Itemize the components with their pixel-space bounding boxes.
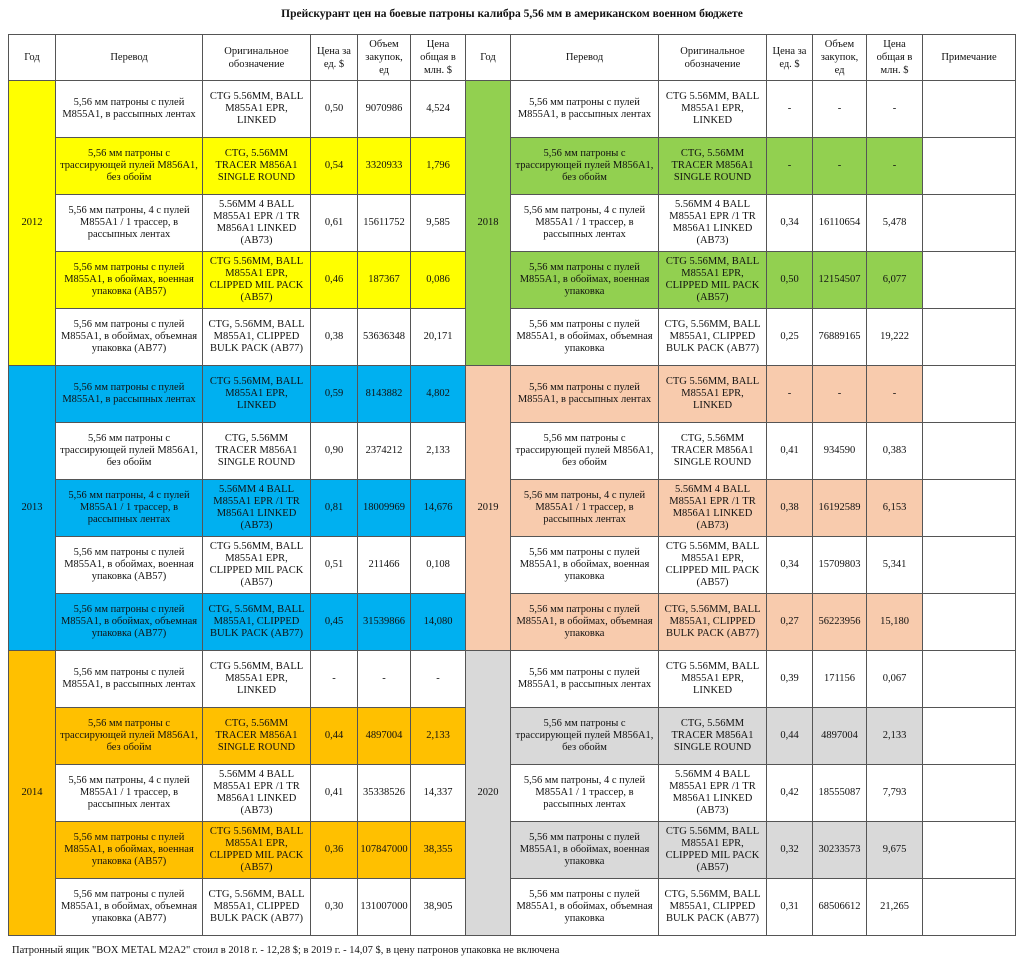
footnote: Патронный ящик "BOX METAL M2A2" стоил в 2018 г. - 12,28 $; в 2019 г. - 14,07 $, в цену патронов упаковка не включена <box>12 945 560 956</box>
total-cell: 2,133 <box>867 708 923 765</box>
total-cell: - <box>411 651 466 708</box>
volume-cell: 934590 <box>813 423 867 480</box>
total-cell: 21,265 <box>867 879 923 936</box>
unit-price-cell: 0,90 <box>311 423 358 480</box>
unit-price-cell: 0,25 <box>767 309 813 366</box>
volume-cell: 31539866 <box>358 594 411 651</box>
volume-cell: 16110654 <box>813 195 867 252</box>
translation-cell: 5,56 мм патроны с пулей M855A1, в обоймах, объемная упаковка <box>511 309 659 366</box>
note-cell <box>923 537 1016 594</box>
translation-cell: 5,56 мм патроны с пулей M855A1, в обоймах, военная упаковка (AB57) <box>56 822 203 879</box>
table-row <box>9 708 1016 765</box>
translation-cell: 5,56 мм патроны с пулей M855A1, в обоймах, военная упаковка <box>511 822 659 879</box>
original-cell: CTG, 5.56MM TRACER M856A1 SINGLE ROUND <box>659 423 767 480</box>
translation-cell: 5,56 мм патроны с пулей M855A1, в рассыпных лентах <box>511 366 659 423</box>
volume-cell: 187367 <box>358 252 411 309</box>
header-volume: Объем закупок, ед <box>358 35 411 81</box>
header-note: Примечание <box>923 35 1016 81</box>
unit-price-cell: 0,31 <box>767 879 813 936</box>
original-cell: CTG, 5.56MM TRACER M856A1 SINGLE ROUND <box>203 708 311 765</box>
volume-cell: 211466 <box>358 537 411 594</box>
unit-price-cell: 0,41 <box>311 765 358 822</box>
volume-cell: 53636348 <box>358 309 411 366</box>
total-cell: 0,086 <box>411 252 466 309</box>
total-cell: 14,337 <box>411 765 466 822</box>
volume-cell: 171156 <box>813 651 867 708</box>
volume-cell: 12154507 <box>813 252 867 309</box>
note-cell <box>923 651 1016 708</box>
translation-cell: 5,56 мм патроны с пулей M855A1, в обоймах, военная упаковка <box>511 252 659 309</box>
total-cell: 0,067 <box>867 651 923 708</box>
original-cell: CTG, 5.56MM TRACER M856A1 SINGLE ROUND <box>203 138 311 195</box>
note-cell <box>923 366 1016 423</box>
note-cell <box>923 195 1016 252</box>
volume-cell: 4897004 <box>813 708 867 765</box>
translation-cell: 5,56 мм патроны с трассирующей пулей M856A1, без обойм <box>56 138 203 195</box>
original-cell: CTG, 5.56MM TRACER M856A1 SINGLE ROUND <box>203 423 311 480</box>
header-unit-price: Цена за ед. $ <box>767 35 813 81</box>
unit-price-cell: - <box>767 81 813 138</box>
unit-price-cell: 0,54 <box>311 138 358 195</box>
unit-price-cell: 0,34 <box>767 537 813 594</box>
header-original: Оригинальное обозначение <box>203 35 311 81</box>
original-cell: CTG 5.56MM, BALL M855A1 EPR, LINKED <box>203 366 311 423</box>
unit-price-cell: 0,30 <box>311 879 358 936</box>
header-year: Год <box>466 35 511 81</box>
unit-price-cell: 0,27 <box>767 594 813 651</box>
original-cell: CTG, 5.56MM, BALL M855A1, CLIPPED BULK PACK (AB77) <box>203 594 311 651</box>
volume-cell: 107847000 <box>358 822 411 879</box>
translation-cell: 5,56 мм патроны с трассирующей пулей M856A1, без обойм <box>511 708 659 765</box>
total-cell: 38,355 <box>411 822 466 879</box>
volume-cell: 68506612 <box>813 879 867 936</box>
unit-price-cell: 0,32 <box>767 822 813 879</box>
original-cell: CTG 5.56MM, BALL M855A1 EPR, CLIPPED MIL PACK (AB57) <box>659 537 767 594</box>
table-row <box>9 81 1016 138</box>
volume-cell: 35338526 <box>358 765 411 822</box>
total-cell: 2,133 <box>411 423 466 480</box>
original-cell: 5.56MM 4 BALL M855A1 EPR /1 TR M856A1 LINKED (AB73) <box>203 765 311 822</box>
unit-price-cell: 0,81 <box>311 480 358 537</box>
note-cell <box>923 252 1016 309</box>
original-cell: CTG 5.56MM, BALL M855A1 EPR, LINKED <box>659 651 767 708</box>
original-cell: CTG 5.56MM, BALL M855A1 EPR, CLIPPED MIL PACK (AB57) <box>659 252 767 309</box>
original-cell: CTG, 5.56MM, BALL M855A1, CLIPPED BULK PACK (AB77) <box>203 309 311 366</box>
unit-price-cell: 0,61 <box>311 195 358 252</box>
total-cell: 5,478 <box>867 195 923 252</box>
note-cell <box>923 822 1016 879</box>
original-cell: CTG 5.56MM, BALL M855A1 EPR, LINKED <box>659 366 767 423</box>
original-cell: CTG 5.56MM, BALL M855A1 EPR, CLIPPED MIL PACK (AB57) <box>203 252 311 309</box>
original-cell: CTG 5.56MM, BALL M855A1 EPR, LINKED <box>203 81 311 138</box>
year-cell: 2012 <box>9 81 56 366</box>
total-cell: 15,180 <box>867 594 923 651</box>
total-cell: 9,585 <box>411 195 466 252</box>
original-cell: 5.56MM 4 BALL M855A1 EPR /1 TR M856A1 LINKED (AB73) <box>203 480 311 537</box>
unit-price-cell: 0,38 <box>767 480 813 537</box>
table-row <box>9 537 1016 594</box>
unit-price-cell: - <box>767 138 813 195</box>
original-cell: 5.56MM 4 BALL M855A1 EPR /1 TR M856A1 LINKED (AB73) <box>659 195 767 252</box>
total-cell: 19,222 <box>867 309 923 366</box>
translation-cell: 5,56 мм патроны, 4 с пулей M855A1 / 1 трассер, в рассыпных лентах <box>56 480 203 537</box>
total-cell: 6,077 <box>867 252 923 309</box>
price-table <box>8 34 1016 936</box>
unit-price-cell: 0,34 <box>767 195 813 252</box>
volume-cell: - <box>813 366 867 423</box>
translation-cell: 5,56 мм патроны с пулей M855A1, в рассыпных лентах <box>511 81 659 138</box>
volume-cell: 56223956 <box>813 594 867 651</box>
header-row <box>9 35 1016 81</box>
header-original: Оригинальное обозначение <box>659 35 767 81</box>
original-cell: CTG, 5.56MM, BALL M855A1, CLIPPED BULK PACK (AB77) <box>659 594 767 651</box>
year-cell: 2018 <box>466 81 511 366</box>
header-total: Цена общая в млн. $ <box>867 35 923 81</box>
volume-cell: 15611752 <box>358 195 411 252</box>
volume-cell: 18009969 <box>358 480 411 537</box>
table-row <box>9 252 1016 309</box>
unit-price-cell: 0,44 <box>767 708 813 765</box>
total-cell: - <box>867 366 923 423</box>
unit-price-cell: 0,50 <box>767 252 813 309</box>
table-row <box>9 594 1016 651</box>
year-cell: 2013 <box>9 366 56 651</box>
total-cell: 2,133 <box>411 708 466 765</box>
header-total: Цена общая в млн. $ <box>411 35 466 81</box>
volume-cell: 15709803 <box>813 537 867 594</box>
header-translation: Перевод <box>56 35 203 81</box>
original-cell: CTG 5.56MM, BALL M855A1 EPR, CLIPPED MIL PACK (AB57) <box>659 822 767 879</box>
note-cell <box>923 594 1016 651</box>
translation-cell: 5,56 мм патроны с пулей M855A1, в рассыпных лентах <box>56 81 203 138</box>
translation-cell: 5,56 мм патроны с пулей M855A1, в обоймах, объемная упаковка <box>511 594 659 651</box>
original-cell: CTG, 5.56MM, BALL M855A1, CLIPPED BULK PACK (AB77) <box>659 309 767 366</box>
volume-cell: 8143882 <box>358 366 411 423</box>
year-cell: 2020 <box>466 651 511 936</box>
translation-cell: 5,56 мм патроны с пулей M855A1, в обоймах, объемная упаковка (AB77) <box>56 594 203 651</box>
original-cell: CTG 5.56MM, BALL M855A1 EPR, CLIPPED MIL PACK (AB57) <box>203 822 311 879</box>
translation-cell: 5,56 мм патроны с пулей M855A1, в обоймах, военная упаковка (AB57) <box>56 252 203 309</box>
table-row <box>9 309 1016 366</box>
unit-price-cell: 0,59 <box>311 366 358 423</box>
total-cell: - <box>867 81 923 138</box>
year-cell: 2014 <box>9 651 56 936</box>
unit-price-cell: 0,50 <box>311 81 358 138</box>
volume-cell: 9070986 <box>358 81 411 138</box>
unit-price-cell: 0,39 <box>767 651 813 708</box>
table-row <box>9 651 1016 708</box>
total-cell: 4,524 <box>411 81 466 138</box>
total-cell: 1,796 <box>411 138 466 195</box>
unit-price-cell: 0,42 <box>767 765 813 822</box>
translation-cell: 5,56 мм патроны, 4 с пулей M855A1 / 1 трассер, в рассыпных лентах <box>56 765 203 822</box>
note-cell <box>923 81 1016 138</box>
table-row <box>9 138 1016 195</box>
translation-cell: 5,56 мм патроны, 4 с пулей M855A1 / 1 трассер, в рассыпных лентах <box>511 480 659 537</box>
note-cell <box>923 480 1016 537</box>
translation-cell: 5,56 мм патроны, 4 с пулей M855A1 / 1 трассер, в рассыпных лентах <box>511 195 659 252</box>
note-cell <box>923 708 1016 765</box>
translation-cell: 5,56 мм патроны с пулей M855A1, в обоймах, военная упаковка (AB57) <box>56 537 203 594</box>
total-cell: 7,793 <box>867 765 923 822</box>
table-row <box>9 195 1016 252</box>
total-cell: 5,341 <box>867 537 923 594</box>
note-cell <box>923 879 1016 936</box>
note-cell <box>923 423 1016 480</box>
original-cell: 5.56MM 4 BALL M855A1 EPR /1 TR M856A1 LINKED (AB73) <box>203 195 311 252</box>
table-row <box>9 879 1016 936</box>
total-cell: - <box>867 138 923 195</box>
total-cell: 38,905 <box>411 879 466 936</box>
header-unit-price: Цена за ед. $ <box>311 35 358 81</box>
volume-cell: - <box>813 81 867 138</box>
translation-cell: 5,56 мм патроны с трассирующей пулей M856A1, без обойм <box>511 138 659 195</box>
header-year: Год <box>9 35 56 81</box>
total-cell: 9,675 <box>867 822 923 879</box>
original-cell: CTG, 5.56MM, BALL M855A1, CLIPPED BULK PACK (AB77) <box>659 879 767 936</box>
translation-cell: 5,56 мм патроны, 4 с пулей M855A1 / 1 трассер, в рассыпных лентах <box>56 195 203 252</box>
translation-cell: 5,56 мм патроны с трассирующей пулей M856A1, без обойм <box>511 423 659 480</box>
total-cell: 14,676 <box>411 480 466 537</box>
original-cell: CTG, 5.56MM TRACER M856A1 SINGLE ROUND <box>659 708 767 765</box>
unit-price-cell: 0,38 <box>311 309 358 366</box>
translation-cell: 5,56 мм патроны с пулей M855A1, в рассыпных лентах <box>56 651 203 708</box>
header-translation: Перевод <box>511 35 659 81</box>
translation-cell: 5,56 мм патроны с трассирующей пулей M856A1, без обойм <box>56 423 203 480</box>
volume-cell: 16192589 <box>813 480 867 537</box>
page-title: Прейскурант цен на боевые патроны калибра 5,56 мм в американском военном бюджете <box>281 8 743 20</box>
original-cell: 5.56MM 4 BALL M855A1 EPR /1 TR M856A1 LINKED (AB73) <box>659 765 767 822</box>
translation-cell: 5,56 мм патроны с пулей M855A1, в обоймах, объемная упаковка (AB77) <box>56 309 203 366</box>
volume-cell: 76889165 <box>813 309 867 366</box>
note-cell <box>923 309 1016 366</box>
translation-cell: 5,56 мм патроны с пулей M855A1, в рассыпных лентах <box>511 651 659 708</box>
unit-price-cell: - <box>311 651 358 708</box>
original-cell: CTG 5.56MM, BALL M855A1 EPR, LINKED <box>203 651 311 708</box>
total-cell: 6,153 <box>867 480 923 537</box>
translation-cell: 5,56 мм патроны с трассирующей пулей M856A1, без обойм <box>56 708 203 765</box>
original-cell: CTG, 5.56MM TRACER M856A1 SINGLE ROUND <box>659 138 767 195</box>
translation-cell: 5,56 мм патроны с пулей M855A1, в обоймах, объемная упаковка (AB77) <box>56 879 203 936</box>
table-row <box>9 822 1016 879</box>
total-cell: 4,802 <box>411 366 466 423</box>
translation-cell: 5,56 мм патроны, 4 с пулей M855A1 / 1 трассер, в рассыпных лентах <box>511 765 659 822</box>
volume-cell: 18555087 <box>813 765 867 822</box>
translation-cell: 5,56 мм патроны с пулей M855A1, в обоймах, военная упаковка <box>511 537 659 594</box>
total-cell: 0,108 <box>411 537 466 594</box>
table-row <box>9 423 1016 480</box>
volume-cell: - <box>358 651 411 708</box>
volume-cell: 131007000 <box>358 879 411 936</box>
unit-price-cell: 0,36 <box>311 822 358 879</box>
original-cell: CTG 5.56MM, BALL M855A1 EPR, LINKED <box>659 81 767 138</box>
volume-cell: 3320933 <box>358 138 411 195</box>
volume-cell: - <box>813 138 867 195</box>
unit-price-cell: 0,51 <box>311 537 358 594</box>
total-cell: 20,171 <box>411 309 466 366</box>
unit-price-cell: 0,41 <box>767 423 813 480</box>
total-cell: 0,383 <box>867 423 923 480</box>
note-cell <box>923 138 1016 195</box>
note-cell <box>923 765 1016 822</box>
table-row <box>9 765 1016 822</box>
translation-cell: 5,56 мм патроны с пулей M855A1, в рассыпных лентах <box>56 366 203 423</box>
unit-price-cell: 0,44 <box>311 708 358 765</box>
table-row <box>9 480 1016 537</box>
year-cell: 2019 <box>466 366 511 651</box>
translation-cell: 5,56 мм патроны с пулей M855A1, в обоймах, объемная упаковка <box>511 879 659 936</box>
total-cell: 14,080 <box>411 594 466 651</box>
unit-price-cell: 0,45 <box>311 594 358 651</box>
original-cell: CTG, 5.56MM, BALL M855A1, CLIPPED BULK PACK (AB77) <box>203 879 311 936</box>
volume-cell: 2374212 <box>358 423 411 480</box>
unit-price-cell: - <box>767 366 813 423</box>
original-cell: 5.56MM 4 BALL M855A1 EPR /1 TR M856A1 LINKED (AB73) <box>659 480 767 537</box>
original-cell: CTG 5.56MM, BALL M855A1 EPR, CLIPPED MIL PACK (AB57) <box>203 537 311 594</box>
table-row <box>9 366 1016 423</box>
volume-cell: 30233573 <box>813 822 867 879</box>
unit-price-cell: 0,46 <box>311 252 358 309</box>
header-volume: Объем закупок, ед <box>813 35 867 81</box>
volume-cell: 4897004 <box>358 708 411 765</box>
